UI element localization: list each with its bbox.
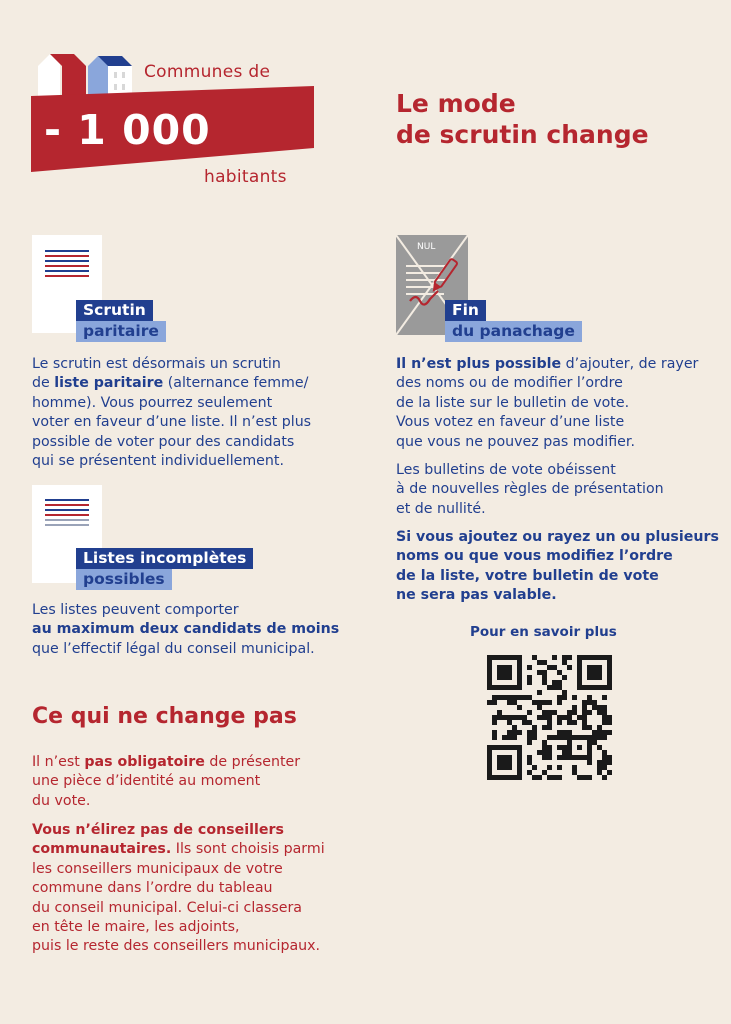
more-info-label: Pour en savoir plus — [470, 624, 617, 640]
qr-code-icon[interactable] — [487, 655, 612, 780]
conseillers-paragraph: Vous n’élirez pas de conseillers communautaires. Ils sont choisis parmi les conseillers municipaux de votre commune dans l’ordre du tableau du conseil municipal. Celui-ci classera en tête le maire, les adjoints, puis le reste des conseillers municipaux. — [32, 822, 325, 955]
listes-paragraph: Les listes peuvent comporter au maximum deux candidats de moins que l’effectif légal du conseil municipal. — [32, 602, 340, 657]
communes-de-label: Communes de — [144, 62, 271, 82]
page-title: Le mode de scrutin change — [396, 89, 649, 149]
list-lines-icon — [45, 250, 89, 280]
listes-incompletes-label: Listes incomplètes possibles — [76, 548, 253, 590]
identite-paragraph: Il n’est pas obligatoire de présenter une pièce d’identité au moment du vote. — [32, 754, 301, 809]
panachage-paragraph-2: Les bulletins de vote obéissent à de nouvelles règles de présentation et de nullité. — [396, 462, 664, 517]
list-lines-icon-2 — [45, 499, 89, 529]
nul-label: NUL — [413, 242, 439, 252]
scrutin-paritaire-label: Scrutin paritaire — [76, 300, 166, 342]
panachage-warning: Si vous ajoutez ou rayez un ou plusieurs noms ou que vous modifiez l’ordre de la liste, votre bulletin de vote ne sera pas valable. — [396, 529, 719, 604]
habitants-label: habitants — [204, 167, 287, 187]
panachage-paragraph-1: Il n’est plus possible d’ajouter, de rayer des noms ou de modifier l’ordre de la liste sur le bulletin de vote. Vous votez en faveur d’une liste que vous ne pouvez pas modifier. — [396, 356, 699, 450]
inchange-title: Ce qui ne change pas — [32, 704, 297, 729]
fin-panachage-label: Fin du panachage — [445, 300, 582, 342]
paritaire-paragraph: Le scrutin est désormais un scrutin de liste paritaire (alternance femme/ homme). Vous pourrez seulement voter en faveur d’une liste. Il n’est plus possible de voter pour des candidats qui se présentent individuellement. — [32, 356, 312, 470]
population-threshold: - 1 000 — [44, 106, 211, 154]
